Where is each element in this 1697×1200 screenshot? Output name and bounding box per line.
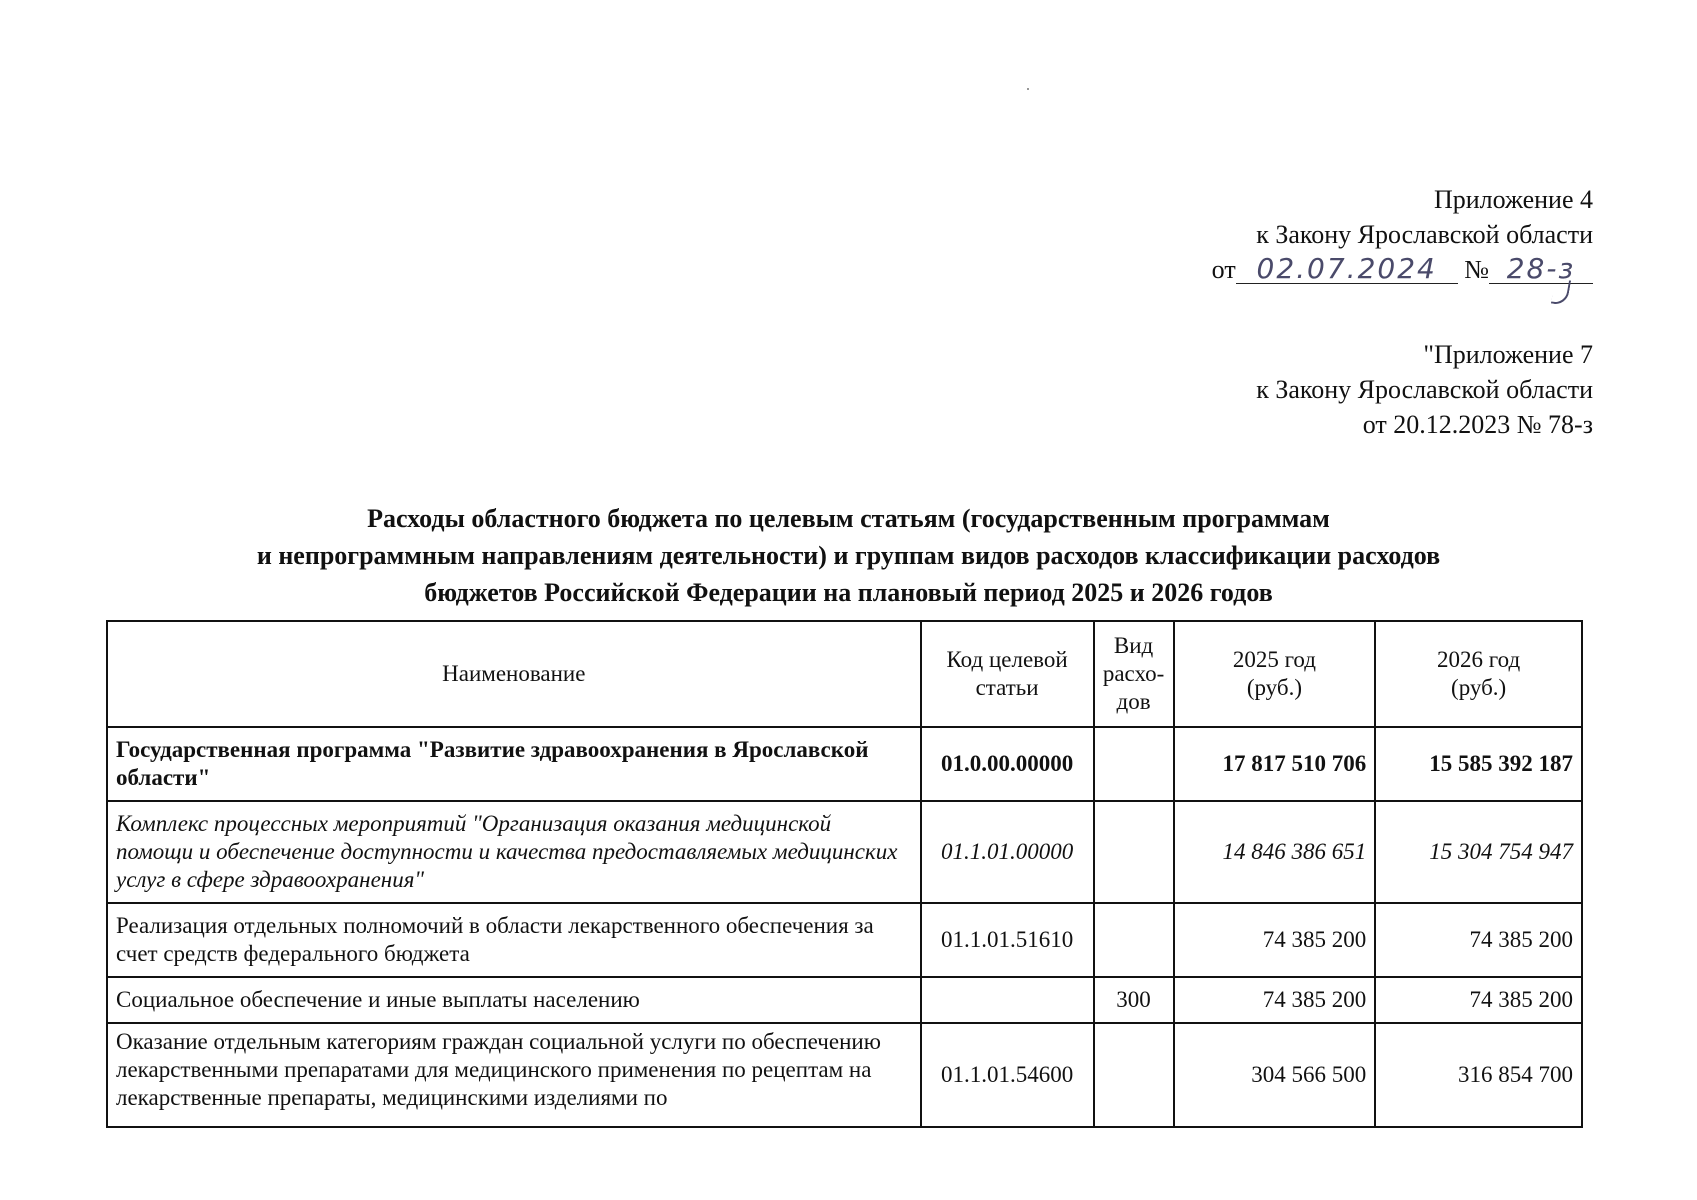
cell-code: 01.1.01.51610 xyxy=(921,903,1094,977)
table-row xyxy=(107,727,1582,801)
cell-code: 01.1.01.54600 xyxy=(921,1023,1094,1127)
cell-2026: 74 385 200 xyxy=(1375,903,1582,977)
scan-speck xyxy=(1027,88,1029,90)
appendix-7-line3: от 20.12.2023 № 78-з xyxy=(1362,410,1593,439)
cell-2025: 14 846 386 651 xyxy=(1174,801,1376,903)
handwriting-stroke-icon xyxy=(1551,278,1571,306)
cell-2026: 15 304 754 947 xyxy=(1375,801,1582,903)
cell-name: Социальное обеспечение и иные выплаты населению xyxy=(107,977,921,1023)
cell-code: 01.0.00.00000 xyxy=(921,727,1094,801)
handwritten-number: 28-з xyxy=(1506,252,1576,285)
cell-type xyxy=(1094,903,1174,977)
number-sign: № xyxy=(1464,255,1489,284)
header-name: Наименование xyxy=(107,621,921,727)
table-header-row xyxy=(107,621,1582,727)
title-line1: Расходы областного бюджета по целевым статьям (государственным программам xyxy=(367,504,1330,533)
appendix-7-block xyxy=(1256,337,1593,442)
table-row xyxy=(107,1023,1582,1127)
cell-type xyxy=(1094,801,1174,903)
document-title xyxy=(0,500,1697,611)
appendix-7-line1: "Приложение 7 xyxy=(1423,340,1593,369)
cell-2025: 304 566 500 xyxy=(1174,1023,1376,1127)
title-line3: бюджетов Российской Федерации на плановый период 2025 и 2026 годов xyxy=(424,578,1273,607)
appendix-7-line2: к Закону Ярославской области xyxy=(1256,375,1593,404)
cell-name: Комплекс процессных мероприятий "Организация оказания медицинской помощи и обеспечение доступности и качества предоставляемых медицинских услуг в сфере здравоохранения" xyxy=(107,801,921,903)
cell-2026: 316 854 700 xyxy=(1375,1023,1582,1127)
cell-2025: 74 385 200 xyxy=(1174,977,1376,1023)
table-row xyxy=(107,903,1582,977)
cell-2026: 74 385 200 xyxy=(1375,977,1582,1023)
table-row xyxy=(107,977,1582,1023)
cell-name: Реализация отдельных полномочий в области лекарственного обеспечения за счет средств федерального бюджета xyxy=(107,903,921,977)
budget-table xyxy=(106,620,1583,1128)
appendix-4-line3 xyxy=(1212,252,1593,287)
cell-2025: 17 817 510 706 xyxy=(1174,727,1376,801)
handwritten-number-field xyxy=(1489,252,1593,285)
cell-name: Государственная программа "Развитие здравоохранения в Ярославской области" xyxy=(107,727,921,801)
handwritten-date: 02.07.2024 xyxy=(1236,255,1458,284)
cell-code: 01.1.01.00000 xyxy=(921,801,1094,903)
header-2026: 2026 год (руб.) xyxy=(1375,621,1582,727)
from-prefix: от xyxy=(1211,255,1236,284)
cell-type xyxy=(1094,1023,1174,1127)
cell-2025: 74 385 200 xyxy=(1174,903,1376,977)
cell-2026: 15 585 392 187 xyxy=(1375,727,1582,801)
title-line2: и непрограммным направлениям деятельности) и группам видов расходов классификации расходов xyxy=(256,541,1441,570)
appendix-4-line1: Приложение 4 xyxy=(1433,185,1593,214)
header-type: Вид расхо- дов xyxy=(1094,621,1174,727)
cell-name: Оказание отдельным категориям граждан социальной услуги по обеспечению лекарственными препаратами для медицинского применения по рецептам на лекарственные препараты, медицинскими изделиями по xyxy=(107,1023,921,1127)
header-code: Код целевой статьи xyxy=(921,621,1094,727)
cell-type xyxy=(1094,727,1174,801)
header-2025: 2025 год (руб.) xyxy=(1174,621,1376,727)
appendix-4-line2: к Закону Ярославской области xyxy=(1256,220,1593,249)
appendix-4-block xyxy=(1212,182,1593,287)
table-row xyxy=(107,801,1582,903)
cell-code xyxy=(921,977,1094,1023)
cell-type: 300 xyxy=(1094,977,1174,1023)
